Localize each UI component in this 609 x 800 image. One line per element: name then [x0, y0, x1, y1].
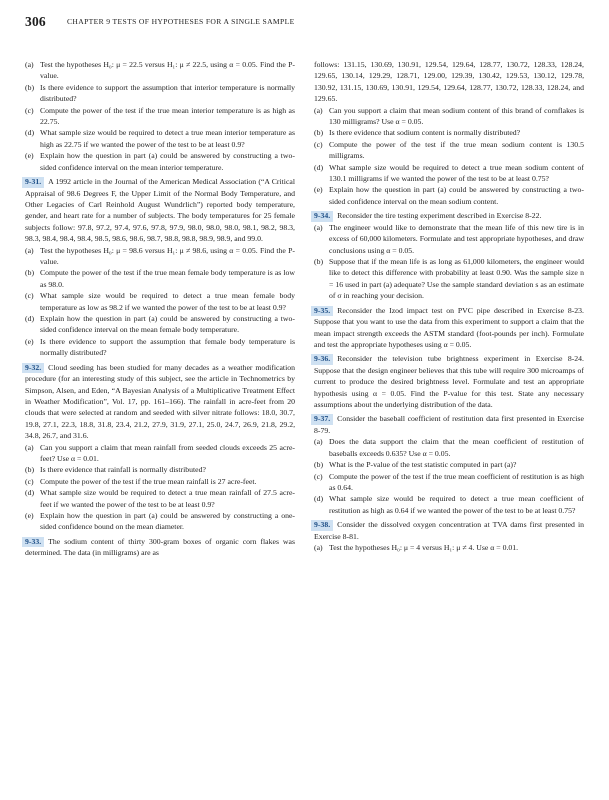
part-label: (a) [25, 442, 34, 452]
exercise-block [314, 519, 584, 553]
exercise-part [25, 510, 295, 533]
part-text: Explain how the question in part (a) could be answered by constructing a two-sided confidence interval on the mean sodium content. [329, 185, 584, 206]
part-text: Is there evidence that sodium content is normally distributed? [329, 128, 521, 138]
exercise-part [25, 267, 295, 290]
exercise-part [314, 542, 584, 553]
part-text: What sample size would be required to detect a true mean coefficient of restitution as high as 0.64 if we wanted the power of the test to be at least 0.75? [329, 494, 584, 515]
exercise-part [314, 139, 584, 162]
exercise-part [314, 222, 584, 256]
exercise-intro [314, 59, 584, 105]
part-label: (c) [25, 476, 34, 486]
chapter-title: CHAPTER 9 TESTS OF HYPOTHESES FOR A SINGLE SAMPLE [67, 17, 295, 26]
part-label: (e) [25, 151, 34, 161]
part-label: (c) [25, 291, 34, 301]
exercise-block [25, 362, 295, 533]
part-text: Explain how the question in part (a) could be answered by constructing a two-sided confidence interval on the mean interior temperature. [40, 151, 295, 172]
exercise-part [25, 245, 295, 268]
part-label: (b) [25, 268, 35, 278]
exercise-number: 9-31. [22, 177, 44, 188]
exercise-part [25, 313, 295, 336]
exercise-number: 9-35. [311, 306, 333, 317]
exercise-part [25, 82, 295, 105]
part-text: Can you support a claim that mean sodium content of this brand of cornflakes is 130 milligrams? Use α = 0.05. [329, 105, 584, 127]
part-label: (b) [25, 82, 35, 92]
exercise-part [25, 487, 295, 510]
exercise-block [314, 413, 584, 516]
part-text: The engineer would like to demonstrate that the mean life of this new tire is in excess of 60,000 kilometers. Formulate and test appropriate hypotheses, and draw conclusions using α = 0.05. [329, 222, 584, 255]
part-text: Does the data support the claim that the mean coefficient of restitution of baseballs exceeds 0.635? Use α = 0.05. [329, 437, 584, 458]
part-label: (a) [314, 222, 323, 232]
exercise-part [314, 436, 584, 459]
exercise-number: 9-38. [311, 520, 333, 531]
part-label: (c) [314, 139, 323, 149]
exercise-intro [25, 176, 295, 245]
part-text: What is the P-value of the test statistic computed in part (a)? [329, 460, 517, 470]
part-text: Compute the power of the test if the true mean female body temperature is as low as 98.0. [40, 268, 295, 289]
exercise-intro-text: A 1992 article in the Journal of the American Medical Association (“A Critical Appraisal of 98.6 Degrees F, the Upper Limit of the Normal Body Temperature, and Other Legacies of Carl Reinhold August Wundrlich”) reported body temperature, gender, and heart rate for a number of subjects. The body temperatures for 25 female subjects follow: 97.8, 97.2, 97.4, 97.6, 97.8, 97.9, 98.0, 98.0, 98.0, 98.1, 98.2, 98.3, 98.3, 98.4, 98.4, 98.4, 98.5, 98.6, 98.6, 98.7, 98.8, 98.8, 98.9, 98.9, and 99.0. [25, 177, 295, 244]
part-label: (b) [314, 460, 324, 470]
exercise-number: 9-33. [22, 537, 44, 548]
part-text: Compute the power of the test if the true mean rainfall is 27 acre-feet. [40, 476, 257, 486]
part-text: Is there evidence to support the assumption that interior temperature is normally distributed? [40, 82, 295, 104]
exercise-part [314, 471, 584, 494]
exercise-parts [314, 105, 584, 208]
exercise-block [25, 59, 295, 173]
part-label: (a) [314, 543, 323, 553]
exercise-intro-text: Reconsider the television tube brightness experiment in Exercise 8-24. Suppose that the design engineer believes that this tube will require 300 microamps of current to produce the desired brightness level. Formulate and test an appropriate hypothesis using α = 0.05. Find the P-value for this test. State any necessary assumptions about the underlying distribution of the data. [314, 354, 584, 410]
exercise-part [314, 256, 584, 302]
exercise-intro-text: Consider the baseball coefficient of restitution data first presented in Exercise 8-79. [314, 414, 584, 435]
part-text: Test the hypotheses H₀: μ = 22.5 versus H₁: μ ≠ 22.5, using α = 0.05. Find the P-value. [40, 60, 295, 81]
exercise-intro [25, 362, 295, 442]
exercise-block [25, 176, 295, 359]
part-text: Compute the power of the test if the true mean coefficient of restitution is as high as 0.64. [329, 471, 584, 492]
exercise-parts [25, 442, 295, 533]
exercise-block [314, 305, 584, 351]
exercise-intro-text: Consider the dissolved oxygen concentration at TVA dams first presented in Exercise 8-81. [314, 520, 584, 541]
exercise-number: 9-36. [311, 354, 333, 365]
exercise-part [25, 476, 295, 487]
exercise-parts [314, 222, 584, 302]
part-text: What sample size would be required to detect a true mean interior temperature as high as 22.75 if we wanted the power of the test to be at least 0.9? [40, 128, 295, 149]
part-label: (c) [314, 471, 323, 481]
part-text: Suppose that if the mean life is as long as 61,000 kilometers, the engineer would like to detect this difference with probability at least 0.90. Was the sample size n = 16 used in part (a) adequate? Use the sample standard deviation s as an estimate of σ in reaching your decision. [329, 257, 584, 301]
part-text: Is there evidence that rainfall is normally distributed? [40, 465, 206, 475]
page-header [25, 14, 585, 32]
part-label: (d) [25, 488, 35, 498]
part-text: Explain how the question in part (a) could be answered by constructing a two-sided confidence interval on the mean female body temperature. [40, 314, 295, 335]
exercise-intro [25, 536, 295, 559]
exercise-number: 9-34. [311, 211, 333, 222]
part-text: Can you support a claim that mean rainfall from seeded clouds exceeds 25 acre-feet? Use α = 0.01. [40, 442, 295, 463]
part-label: (b) [314, 257, 324, 266]
exercise-intro [314, 210, 584, 222]
part-text: Compute the power of the test if the true mean interior temperature is as high as 22.75. [40, 105, 295, 127]
exercise-block [314, 210, 584, 301]
page-number: 306 [25, 14, 46, 29]
part-text: What sample size would be required to detect a true mean rainfall of 27.5 acre-feet if we wanted the power of the test to be at least 0.9? [40, 488, 295, 509]
right-column [314, 59, 584, 557]
exercise-part [314, 493, 584, 516]
part-text: Is there evidence to support the assumption that female body temperature is normally distributed? [40, 336, 295, 358]
part-text: What sample size would be required to detect a true mean sodium content of 130.1 milligrams if we wanted the power of the test to be at least 0.75? [329, 162, 584, 184]
part-text: Compute the power of the test if the true mean sodium content is 130.5 milligrams. [329, 139, 584, 161]
exercise-part [314, 459, 584, 470]
exercise-intro-text: The sodium content of thirty 300-gram boxes of organic corn flakes was determined. The data (in milligrams) are as [25, 536, 295, 558]
part-label: (b) [25, 465, 35, 475]
exercise-intro-text: follows: 131.15, 130.69, 130.91, 129.54, 129.64, 128.77, 130.72, 128.33, 128.24, 129.65, 130.14, 129.29, 128.71, 129.00, 129.39, 130.42, 129.53, 130.12, 129.78, 130.92, 131.15, 130.69, 130.91, 129.54, 129.64, 128.77, 130.72, 128.33, 128.24, and 129.65. [314, 60, 584, 104]
part-label: (b) [314, 128, 324, 138]
exercise-part [314, 162, 584, 185]
exercise-part [314, 184, 584, 207]
part-label: (c) [25, 105, 34, 115]
part-text: Explain how the question in part (a) could be answered by constructing a one-sided confidence bound on the mean diameter. [40, 511, 295, 532]
exercise-intro [314, 305, 584, 351]
part-label: (a) [25, 245, 34, 255]
exercise-intro [314, 413, 584, 436]
part-label: (a) [314, 105, 323, 115]
exercise-parts [314, 436, 584, 516]
exercise-number: 9-32. [22, 363, 44, 374]
exercise-part [314, 105, 584, 128]
exercise-parts [25, 59, 295, 173]
part-label: (d) [25, 128, 35, 138]
exercise-number: 9-37. [311, 414, 333, 425]
part-label: (e) [25, 511, 34, 521]
exercise-part [25, 105, 295, 128]
exercise-intro-text: Cloud seeding has been studied for many decades as a weather modification procedure (for an interesting study of this subject, see the article in Technometrics by Simpson, Alsen, and Eden, “A Bayesian Analysis of a Multiplicative Treatment Effect in Weather Modification”, Vol. 17, pp. 161–166). The rainfall in acre-feet from 20 clouds that were selected at random and seeded with silver nitrate follows: 18.0, 30.7, 19.8, 27.1, 22.3, 18.8, 31.8, 23.4, 21.2, 27.9, 31.9, 27.1, 25.0, 24.7, 26.9, 21.8, 29.2, 34.8, 26.7, and 31.6. [25, 362, 295, 441]
exercise-intro-text: Reconsider the tire testing experiment described in Exercise 8-22. [337, 211, 542, 221]
part-label: (d) [314, 494, 324, 504]
part-text: What sample size would be required to detect a true mean female body temperature as low as 98.2 if we wanted the power of the test to be at least 0.9? [40, 291, 295, 312]
exercise-block [314, 353, 584, 410]
exercise-parts [25, 245, 295, 359]
exercise-block [25, 536, 295, 559]
part-label: (d) [314, 162, 324, 172]
exercise-part [25, 442, 295, 465]
part-text: Test the hypotheses H₀: μ = 98.6 versus H₁: μ ≠ 98.6, using α = 0.05. Find the P-value. [40, 245, 295, 266]
exercise-part [25, 290, 295, 313]
part-label: (a) [25, 60, 34, 69]
part-label: (a) [314, 437, 323, 447]
exercise-part [25, 336, 295, 359]
exercise-part [25, 59, 295, 82]
exercise-part [314, 127, 584, 138]
exercise-block [314, 59, 584, 207]
part-label: (d) [25, 314, 35, 324]
exercise-part [25, 127, 295, 150]
part-label: (e) [314, 185, 323, 195]
left-column [25, 59, 295, 562]
part-text: Test the hypotheses H₀: μ = 4 versus H₁: μ ≠ 4. Use α = 0.01. [329, 543, 519, 553]
part-label: (e) [25, 336, 34, 346]
exercise-part [25, 150, 295, 173]
exercise-intro [314, 519, 584, 542]
exercise-intro [314, 353, 584, 410]
exercise-part [25, 464, 295, 475]
exercise-parts [314, 542, 584, 553]
exercise-intro-text: Reconsider the Izod impact test on PVC pipe described in Exercise 8-23. Suppose that you want to use the data from this experiment to support a claim that the mean impact strength exceeds the ASTM standard (foot-pounds per inch). Formulate and test the appropriate hypotheses using α = 0.05. [314, 305, 584, 349]
